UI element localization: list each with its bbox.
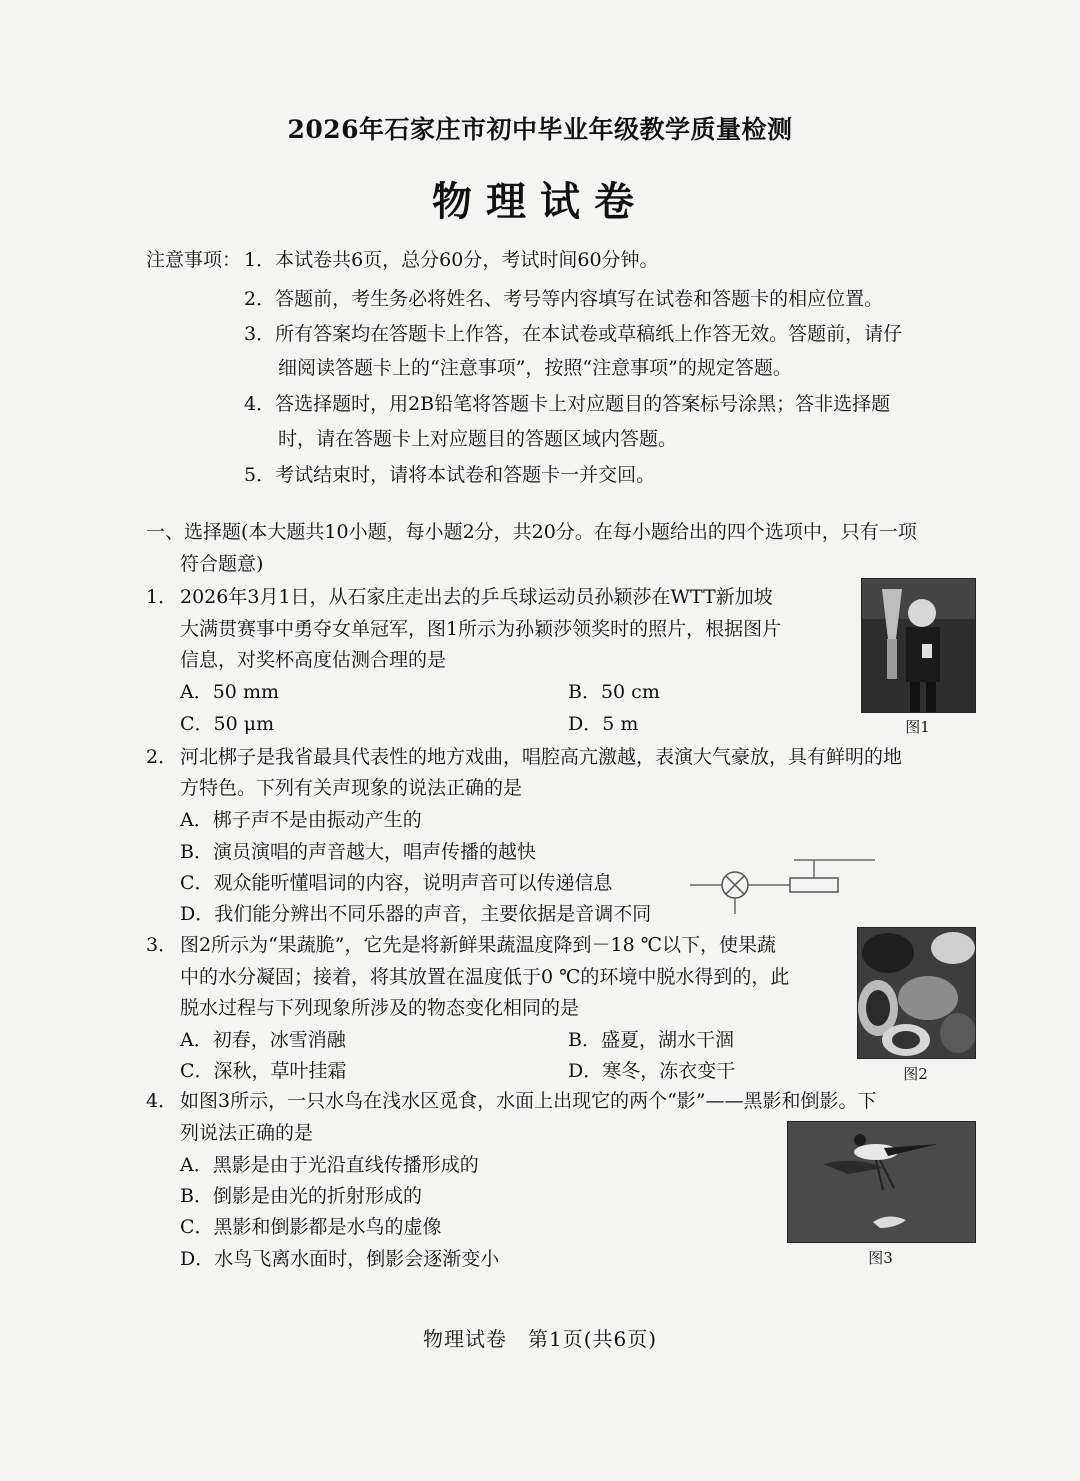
option-b: B．50 cm (568, 681, 660, 703)
question-number: 4． (146, 1090, 178, 1112)
figure-3-caption: 图3 (868, 1249, 893, 1267)
question-text: 如图3所示，一只水鸟在浅水区觅食，水面上出现它的两个“影”——黑影和倒影。下 (180, 1090, 877, 1112)
notice-item: 4．答选择题时，用2B铅笔将答题卡上对应题目的答案标号涂黑；答非选择题 (244, 393, 891, 415)
figure-1-photo (861, 578, 976, 713)
question-text: 方特色。下列有关声现象的说法正确的是 (180, 777, 523, 799)
option-a: A．50 mm (180, 681, 279, 703)
notice-item: 时，请在答题卡上对应题目的答题区域内答题。 (278, 428, 678, 450)
option-d: D．5 m (568, 713, 639, 735)
option-d: D．寒冬，冻衣变干 (568, 1060, 736, 1082)
question-text: 河北梆子是我省最具代表性的地方戏曲，唱腔高亢激越，表演大气豪放，具有鲜明的地 (180, 746, 903, 768)
question-text: 大满贯赛事中勇夺女单冠军，图1所示为孙颖莎领奖时的照片，根据图片 (180, 618, 782, 640)
option-b: B．盛夏，湖水干涸 (568, 1029, 734, 1051)
exam-title: 2026年石家庄市初中毕业年级教学质量检测 (287, 115, 793, 144)
option-b: B．倒影是由光的折射形成的 (180, 1185, 422, 1207)
option-a: A．黑影是由于光沿直线传播形成的 (180, 1154, 479, 1176)
notice-item: 2．答题前，考生务必将姓名、考号等内容填写在试卷和答题卡的相应位置。 (244, 288, 884, 310)
notice-item: 细阅读答题卡上的“注意事项”，按照“注意事项”的规定答题。 (278, 357, 792, 379)
figure-2-caption: 图2 (903, 1065, 928, 1083)
option-d: D．我们能分辨出不同乐器的声音，主要依据是音调不同 (180, 903, 652, 925)
notice-item: 3．所有答案均在答题卡上作答，在本试卷或草稿纸上作答无效。答题前，请仔 (244, 323, 903, 345)
figure-1-caption: 图1 (905, 718, 930, 736)
section-heading: 一、选择题(本大题共10小题，每小题2分，共20分。在每小题给出的四个选项中，只有一项 (146, 521, 917, 543)
question-number: 3． (146, 934, 178, 956)
figure-2-photo (857, 927, 976, 1059)
option-b: B．演员演唱的声音越大，唱声传播的越快 (180, 841, 536, 863)
notice-item: 5．考试结束时，请将本试卷和答题卡一并交回。 (244, 464, 656, 486)
option-a: A．梆子声不是由振动产生的 (180, 809, 422, 831)
page-footer: 物理试卷 第1页(共6页) (422, 1327, 658, 1351)
notice-label: 注意事项： (146, 249, 242, 271)
option-c: C．50 μm (180, 713, 275, 735)
figure-3-photo (787, 1121, 976, 1243)
option-c: C．黑影和倒影都是水鸟的虚像 (180, 1216, 442, 1238)
question-text: 图2所示为“果蔬脆”，它先是将新鲜果蔬温度降到－18 ℃以下，使果蔬 (180, 934, 776, 956)
option-a: A．初春，冰雪消融 (180, 1029, 346, 1051)
question-number: 2． (146, 746, 178, 768)
question-number: 1． (146, 586, 178, 608)
bleed-through-circuit-sketch (690, 852, 880, 922)
question-text: 中的水分凝固；接着，将其放置在温度低于0 ℃的环境中脱水得到的，此 (180, 966, 790, 988)
question-text: 列说法正确的是 (180, 1122, 314, 1144)
option-d: D．水鸟飞离水面时，倒影会逐渐变小 (180, 1248, 500, 1270)
question-text: 脱水过程与下列现象所涉及的物态变化相同的是 (180, 997, 580, 1019)
question-text: 信息，对奖杯高度估测合理的是 (180, 649, 447, 671)
question-text: 2026年3月1日，从石家庄走出去的乒乓球运动员孙颖莎在WTT新加坡 (180, 586, 773, 608)
option-c: C．深秋，草叶挂霜 (180, 1060, 347, 1082)
section-heading-cont: 符合题意) (180, 553, 264, 575)
option-c: C．观众能听懂唱词的内容，说明声音可以传递信息 (180, 872, 613, 894)
subject-title: 物理试卷 (432, 178, 648, 225)
notice-item: 1．本试卷共6页，总分60分，考试时间60分钟。 (244, 249, 659, 271)
